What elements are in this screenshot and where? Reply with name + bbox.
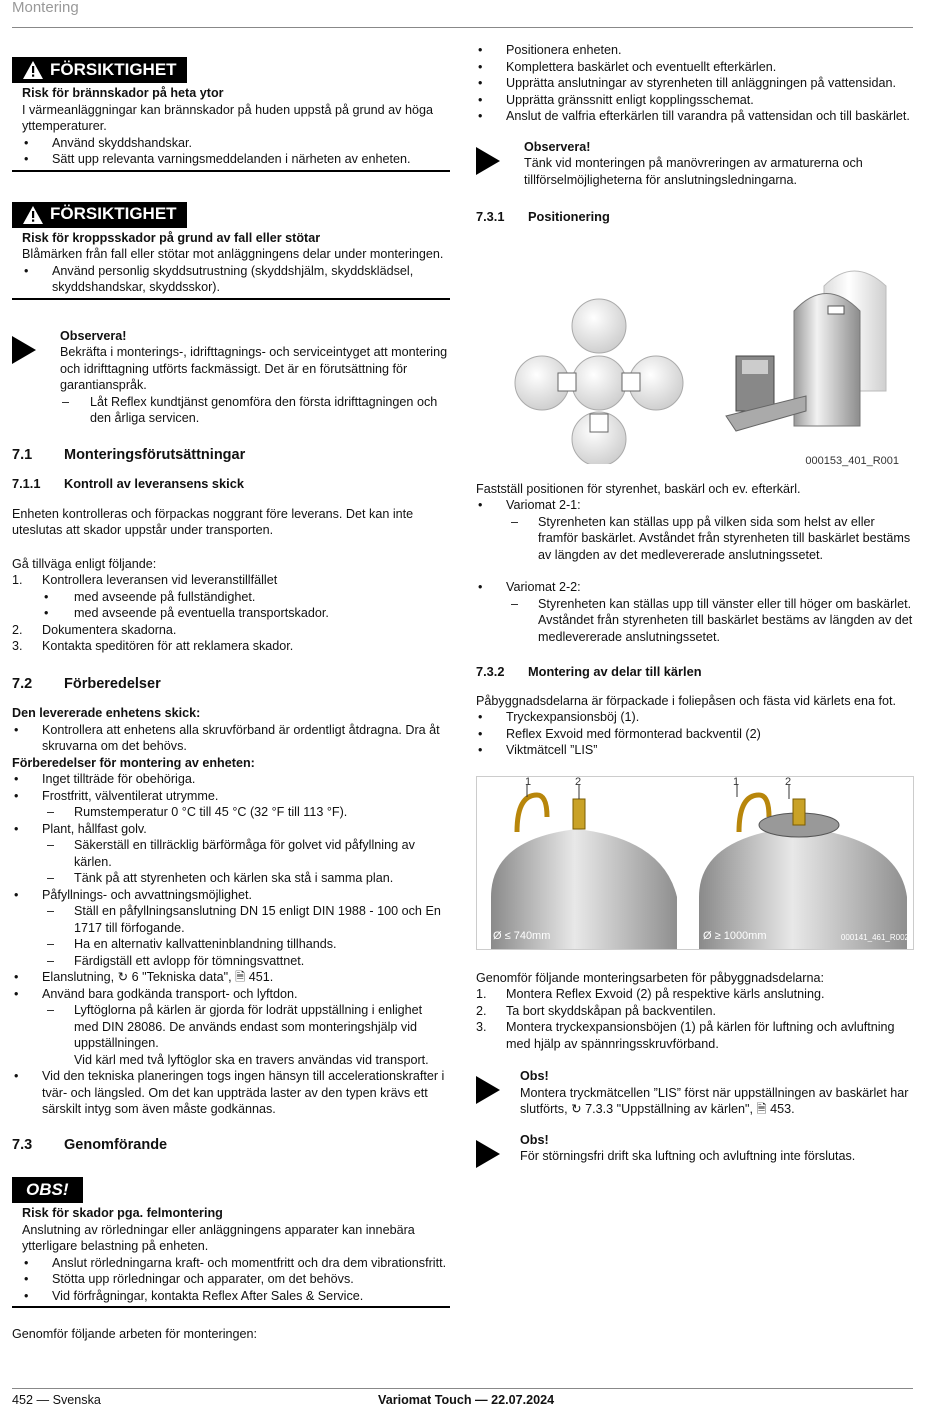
dash-item: – Lyftöglorna på kärlen är gjorda för lodrät uppställning i enlighet med DIN 28086. De används endast som monteringshjälp vid uppställningen.	[12, 1002, 450, 1052]
list-item: • Komplettera baskärlet och eventuellt efterkärlen.	[476, 59, 914, 76]
section-7-3-heading: 7.3 Genomförande	[12, 1136, 168, 1153]
callout-1: 1	[525, 775, 532, 788]
note-arrow-icon	[476, 1140, 500, 1168]
note-box	[476, 1132, 914, 1165]
caution-title: Risk för brännskador på heta ytor	[22, 86, 224, 100]
note-text: Tänk vid monteringen på manövreringen av armaturerna och tillförselmöjligheterna för anslutningsledningarna.	[524, 156, 863, 187]
caution-text: Blåmärken från fall eller stötar mot anläggningens delar under monteringen.	[22, 247, 444, 261]
callout-1: 1	[733, 775, 740, 788]
warning-triangle-icon	[22, 205, 44, 225]
list-item: • Frostfritt, välventilerat utrymme. – Rumstemperatur 0 °C till 45 °C (32 °F till 113 °F).	[12, 788, 450, 821]
note-arrow-icon	[476, 1076, 500, 1104]
list-item: • Anslut rörledningarna kraft- och momentfritt och dra dem vibrationsfritt.	[22, 1255, 450, 1272]
caution-burn-box	[12, 57, 450, 172]
step: 2. Dokumentera skadorna.	[12, 622, 177, 637]
note-box	[476, 139, 914, 189]
list-item: • Kontrollera att enhetens alla skruvförband är ordentligt åtdragna. Dra åt skruvarna om det behövs.	[12, 722, 450, 755]
list-item: • Använd personlig skyddsutrustning (skyddshjälm, skyddsklädsel, skyddshandskar, skyddsskor).	[22, 263, 450, 296]
note-dash-item: – Låt Reflex kundtjänst genomföra den första idrifttagningen och den årliga servicen.	[62, 394, 438, 425]
page-header-title: Montering	[12, 0, 79, 16]
dash-item: – Ha en alternativ kallvatteninblandning tillhands.	[12, 936, 450, 953]
paragraph: Fastställ positionen för styrenhet, baskärl och ev. efterkärl.	[476, 481, 801, 496]
note-title: Observera!	[524, 139, 591, 154]
caution-fall-box	[12, 202, 450, 300]
dash-item: – Styrenheten kan ställas upp på vilken sida som helst av eller framför baskärlet. Avståndet från styrenheten till baskärlet bestäms av längden av det medlevererade anslutningssetet.	[476, 514, 914, 564]
work-list	[476, 42, 914, 125]
step: 1. Kontrollera leveransen vid leveranstillfället • med avseende på fullständighet. • med avseende på eventuella transportskador.	[12, 572, 450, 622]
subheading: Den levererade enhetens skick:	[12, 706, 201, 720]
procedure-intro: Gå tillväga enligt följande:	[12, 556, 157, 571]
note-title: Observera!	[60, 328, 127, 343]
variant-list	[476, 497, 914, 645]
positioning-figure	[476, 246, 914, 467]
note-title: Obs!	[520, 1132, 549, 1147]
caution-tag: FÖRSIKTIGHET	[12, 57, 187, 83]
figure-id: 000141_461_R002	[840, 933, 909, 942]
list-item: • Plant, hållfast golv. – Säkerställ en tillräcklig bärförmåga för golvet vid påfyllning av kärlen. – Tänk på att styrenheten och kärlen ska stå i samma plan.	[12, 821, 450, 887]
page-number: 452 — Svenska	[12, 1393, 101, 1407]
list-item: • Positionera enheten.	[476, 42, 914, 59]
dash-item: – Ställ en påfyllningsanslutning DN 15 enligt DIN 1988 - 100 och En 1717 till förfogande.	[12, 903, 450, 936]
note-text: För störningsfri drift ska luftning och avluftning inte förslutas.	[520, 1149, 856, 1163]
paragraph: Påbyggnadsdelarna är förpackade i foliepåsen och fästa vid kärlets ena fot.	[476, 693, 897, 708]
notice-text: Anslutning av rörledningar eller anläggningens apparater kan innebära ytterligare belastning på enheten.	[22, 1222, 415, 1253]
list-item: • Använd bara godkända transport- och lyftdon. – Lyftöglorna på kärlen är gjorda för lodrät uppställning i enlighet med DIN 28086. De används endast som monteringshjälp vid uppställningen. Vid kärl med två lyftöglor ska en travers användas vid transport.	[12, 986, 450, 1069]
procedure-steps	[12, 572, 450, 655]
callout-2: 2	[575, 775, 582, 788]
caution-title: Risk för kroppsskador på grund av fall eller stötar	[22, 230, 321, 245]
notice-mounting-box	[12, 1177, 450, 1308]
caution-text: I värmeanläggningar kan brännskador på huden uppstå på grund av höga yttemperaturer.	[22, 102, 433, 133]
dash-continuation: Vid kärl med två lyftöglor ska en travers användas vid transport.	[74, 1052, 429, 1067]
subheading: Förberedelser för montering av enheten:	[12, 755, 255, 770]
paragraph: Enheten kontrolleras och förpackas noggrant före leverans. Det kan inte uteslutas att skador uppstår under transporten.	[12, 506, 414, 537]
notice-list	[12, 1255, 450, 1305]
section-7-2-heading: 7.2 Förberedelser	[12, 675, 161, 692]
dash-item: – Färdigställ ett avlopp för tömningsvattnet.	[12, 953, 450, 970]
list-item: • Viktmätcell ”LIS”	[476, 742, 914, 759]
vessel-parts-illustration	[477, 777, 913, 949]
dash-item: – Tänk på att styrenheten och kärlen ska stå i samma plan.	[12, 870, 450, 887]
list-item: • Inget tillträde för obehöriga.	[12, 771, 450, 788]
parts-list	[476, 709, 914, 759]
list-item: • Påfyllnings- och avvattningsmöjlighet. – Ställ en påfyllningsanslutning DN 15 enligt DIN 1988 - 100 och En 1717 till förfogande. – Ha en alternativ kallvatteninblandning tillhands. – Färdigställ ett avlopp för tömningsvattnet.	[12, 887, 450, 970]
section-7-3-1-heading: 7.3.1 Positionering	[476, 209, 610, 224]
vessel-parts-figure	[476, 776, 914, 950]
positioning-illustration	[476, 246, 914, 464]
prep-list	[12, 771, 450, 1118]
step: 3. Montera tryckexpansionsböjen (1) på kärlen för luftning och avluftning med hjälp av spännringsskruvförband.	[476, 1020, 895, 1051]
note-arrow-icon	[12, 336, 36, 364]
caution-list	[12, 135, 450, 168]
right-column	[476, 42, 914, 1165]
list-item: • Reflex Exvoid med förmonterad backventil (2)	[476, 726, 914, 743]
section-7-1-1-heading: 7.1.1 Kontroll av leveransens skick	[12, 476, 244, 491]
dash-item: – Styrenheten kan ställas upp till vänster eller till höger om baskärlet. Avståndet från styrenheten till baskärlet bestäms av längden av det medlevererade anslutningssetet.	[476, 596, 914, 646]
note-text: Montera tryckmätcellen ”LIS” först när uppställningen av baskärlet har slutförts, ↻ 7.3.3 "Uppställning av kärlen", 🗎 453.	[520, 1085, 909, 1116]
callout-2: 2	[785, 775, 792, 788]
note-text: Bekräfta i monterings-, idrifttagnings- och serviceintyget att montering och idrifttagning utförts fackmässigt. Det är en förutsättning för garantianspråk.	[60, 345, 448, 392]
note-title: Obs!	[520, 1069, 549, 1083]
diameter-right: Ø ≥ 1000mm	[703, 930, 767, 942]
paragraph: Genomför följande monteringsarbeten för påbyggnadsdelarna:	[476, 970, 824, 985]
list-item: • Vid den tekniska planeringen togs ingen hänsyn till accelerationskrafter i tvär- och längsled. Om det kan uppträda laster av den typen krävs ett särskilt intyg som även måste godkännas.	[12, 1068, 450, 1118]
list-item: • Vid förfrågningar, kontakta Reflex After Sales & Service.	[22, 1288, 450, 1305]
list-item: • Upprätta anslutningar av styrenheten till anläggningen på vattensidan.	[476, 75, 914, 92]
step: 1. Montera Reflex Exvoid (2) på respektive kärls anslutning.	[476, 987, 825, 1001]
list-item: • Upprätta gränssnitt enligt kopplingsschemat.	[476, 92, 914, 109]
section-7-1-heading: 7.1 Monteringsförutsättningar	[12, 446, 246, 463]
dash-item: – Rumstemperatur 0 °C till 45 °C (32 °F till 113 °F).	[12, 804, 450, 821]
step: 3. Kontakta speditören för att reklamera skador.	[12, 639, 294, 653]
dash-item: – Säkerställ en tillräcklig bärförmåga för golvet vid påfyllning av kärlen.	[12, 837, 450, 870]
paragraph: Genomför följande arbeten för monteringen:	[12, 1327, 258, 1341]
note-box	[476, 1068, 914, 1118]
list-item: • Sätt upp relevanta varningsmeddelanden i närheten av enheten.	[22, 151, 450, 168]
list-item: • Variomat 2-1: – Styrenheten kan ställas upp på vilken sida som helst av eller framför baskärlet. Avståndet från styrenheten till baskärlet bestäms av längden av det medlevererade anslutningssetet.	[476, 497, 914, 563]
list-item: • Använd skyddshandskar.	[22, 135, 450, 152]
note-box	[12, 328, 450, 427]
warning-triangle-icon	[22, 60, 44, 80]
list-item: • Tryckexpansionsböj (1).	[476, 709, 914, 726]
caution-tag: FÖRSIKTIGHET	[12, 202, 187, 228]
list-item: • Anslut de valfria efterkärlen till varandra på vattensidan och till baskärlet.	[476, 108, 914, 125]
step: 2. Ta bort skyddskåpan på backventilen.	[476, 1003, 717, 1018]
left-column	[12, 42, 450, 1343]
figure-id: 000153_401_R001	[805, 455, 899, 467]
list-item: • Stötta upp rörledningar och apparater, om det behövs.	[22, 1271, 450, 1288]
document-title: Variomat Touch — 22.07.2024	[378, 1393, 555, 1407]
header-rule	[12, 27, 913, 28]
list-item: • med avseende på fullständighet.	[42, 589, 450, 606]
note-arrow-icon	[476, 147, 500, 175]
section-7-3-2-heading: 7.3.2 Montering av delar till kärlen	[476, 664, 702, 679]
diameter-left: Ø ≤ 740mm	[493, 930, 551, 942]
notice-title: Risk för skador pga. felmontering	[22, 1206, 223, 1220]
footer-rule	[12, 1388, 913, 1389]
mounting-steps	[476, 986, 914, 1052]
list-item: • Variomat 2-2: – Styrenheten kan ställas upp till vänster eller till höger om baskärlet. Avståndet från styrenheten till baskärlet bestäms av längden av det medlevererade anslutningssetet.	[476, 579, 914, 645]
list-item: • Elanslutning, ↻ 6 "Tekniska data", 🗎 451.	[12, 969, 450, 986]
caution-list	[12, 263, 450, 296]
list-item: • med avseende på eventuella transportskador.	[42, 605, 450, 622]
notice-tag: OBS!	[12, 1177, 83, 1203]
